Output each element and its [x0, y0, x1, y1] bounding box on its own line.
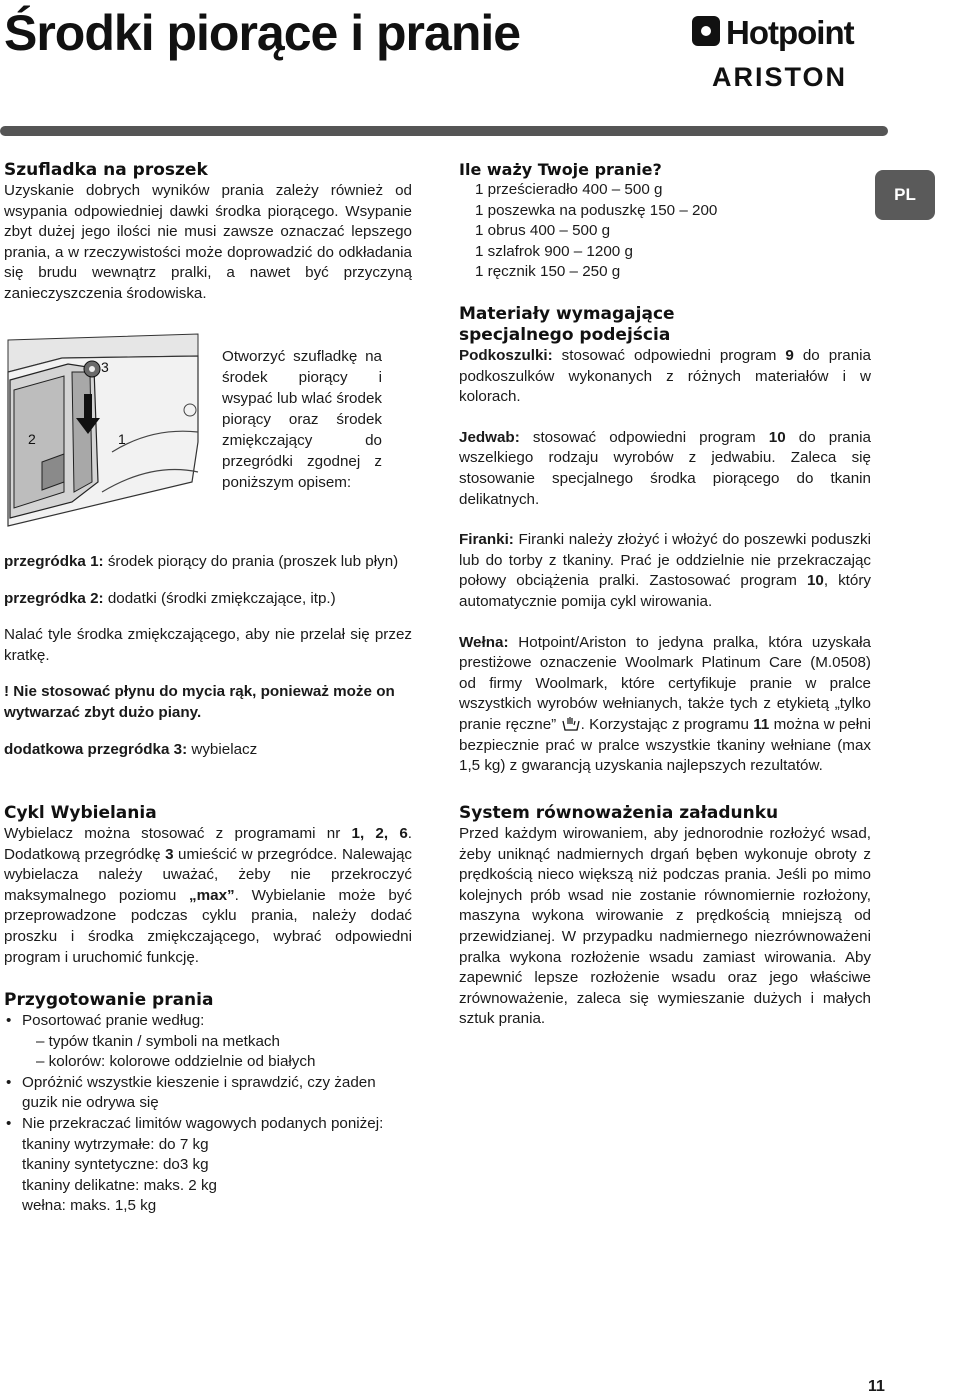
tshirts-label: Podkoszulki: [459, 347, 553, 364]
compartment-3-label: dodatkowa przegródka 3: [4, 740, 188, 758]
compartments-block [4, 552, 412, 760]
wool-text-d: można w pełni bezpiecznie prać w pralce wszystkie tkaniny wełniane (max 1,5 kg) z gwarancją uzyskania najlepszych rezultatów. [459, 715, 871, 775]
limit-2: tkaniny syntetyczne: do3 kg [22, 1156, 209, 1174]
drawer-section [4, 160, 412, 305]
drawer-label-3: 3 [101, 359, 109, 375]
prep-sub-2: – kolorów: kolorowe oddzielnie od białych [36, 1053, 316, 1071]
prep-sub-1: – typów tkanin / symboli na metkach [36, 1032, 280, 1050]
drawer-label-2: 2 [28, 431, 36, 447]
curtains-text-a: Firanki należy złożyć i włożyć do poszewki poduszki lub do torby z tkaniny. Prać je oddzielnie nie przekraczając połowy obciążenia pralki. Zastosować program [459, 531, 871, 590]
logo-line1: Hotpoint [726, 14, 854, 51]
balance-heading: System równoważenia załadunku [459, 803, 779, 823]
weight-heading: Ile waży Twoje pranie? [459, 160, 662, 179]
silk-text-c: do prania wszelkiego rodzaju wyrobów z jedwabiu. Zaleca się stosowanie specjalnego środka piorącego do tkanin delikatnych. [459, 428, 871, 508]
weight-item-2: 1 poszewka na poduszkę 150 – 200 [475, 201, 718, 219]
page-number: 11 [868, 1378, 885, 1395]
bleach-max: „max” [189, 886, 235, 904]
limit-1: tkaniny wytrzymałe: do 7 kg [22, 1135, 209, 1153]
drawer-label-1: 1 [118, 431, 126, 447]
logo-line2: ARISTON [712, 62, 848, 90]
compartment-3 [4, 740, 412, 761]
hotpoint-ariston-logo [690, 10, 890, 90]
compartment-2 [4, 589, 412, 610]
drawer-intro: Uzyskanie dobrych wyników prania zależy również od wsypania odpowiedniej dawki środka piorącego. Wsypanie zbyt dużej jego ilości nie musi zawsze oznaczać lepszego prania, a w rzeczywistości może doprowadzić do odkładania się brudu wewnątrz pralki, a nawet być przyczyną zanieczyszczenia środowiska. [4, 182, 412, 302]
prep-heading: Przygotowanie prania [4, 990, 214, 1010]
compartment-1 [4, 552, 412, 573]
curtains-program: 10 [806, 572, 824, 590]
silk-label: Jedwab: [459, 428, 520, 446]
hand-wash-icon [561, 715, 581, 731]
prep-bullet-3-text: Nie przekraczać limitów wagowych podanych poniżej: [22, 1114, 384, 1132]
bleach-programs: 1, 2, 6 [351, 825, 408, 842]
weight-item-5: 1 ręcznik 150 – 250 g [475, 263, 621, 281]
prep-section [4, 990, 412, 1217]
language-badge: PL [875, 170, 935, 220]
drawer-instruction: Otworzyć szufladkę na środek piorący i wsypać lub wlać środek piorący oraz środek zmiękczający do przegródki zgodnej z poniższym opisem: [222, 348, 382, 491]
limit-4: wełna: maks. 1,5 kg [22, 1197, 157, 1215]
prep-bullet-1-text: Posortować pranie według: [22, 1012, 205, 1029]
special-wool [459, 633, 871, 777]
compartment-3-text: wybielacz [187, 740, 258, 758]
bleach-text-3e: . Wybielanie może być przeprowadzone podczas cyklu prania, należy dodać proszku i środka zmiękczającego, wybrać odpowiedni program i uruchomić funkcję. [4, 886, 412, 966]
compartment-1-text: środek piorący do prania (proszek lub płyn) [103, 553, 399, 570]
hand-soap-warning: ! Nie stosować płynu do mycia rąk, ponieważ może on wytwarzać zbyt dużo piany. [4, 683, 395, 721]
special-tshirts [459, 346, 871, 408]
prep-bullet-2 [4, 1073, 412, 1114]
bleach-text [4, 824, 412, 968]
bleach-section [4, 803, 412, 968]
wool-text-b: . Korzystając z programu [580, 715, 754, 733]
prep-bullet-3 [4, 1114, 412, 1217]
compartment-1-label: przegródka 1: [4, 553, 104, 570]
header-rule [0, 126, 888, 136]
balance-text: Przed każdym wirowaniem, aby jednorodnie rozłożyć wsad, żeby uniknąć nadmiernych drgań bęben wykonuje obroty z prędkością nieco większą niż podczas prania. Jeśli po mimo kolejnych prób wsad nie zostanie równomiernie rozłożony, maszyna wykona wirowanie z prędkością mniejszą od przewidzianej. W przypadku nadmiernego niezrównoważeni pralka wykona rozłożenie wsadu zamiast wirowania. Aby zapewnić lepsze rozłożenie wsadu oraz jego właściwe zrównoważenie, zaleca się wymieszanie dużych i małych sztuk prania. [459, 825, 871, 1028]
wool-text-a: Hotpoint/Ariston to jedyna pralka, która uzyskała prestiżowe oznaczenie Woolmark Platinum Care (M.0508) od firmy Woolmark, które certyfikuje pranie w pralce wszystkich wyrobów wełnianych, także tych z etykietą „tylko pranie ręczne” [459, 633, 871, 733]
special-heading-1: Materiały wymagające [459, 304, 675, 324]
wool-program: 11 [753, 715, 770, 733]
softener-note: Nalać tyle środka zmiękczającego, aby nie przelał się przez kratkę. [4, 626, 412, 664]
special-silk [459, 428, 871, 510]
compartment-2-text: dodatki (środki zmiękczające, itp.) [103, 589, 336, 607]
curtains-label: Firanki: [459, 531, 514, 549]
drawer-heading: Szufladka na proszek [4, 160, 208, 180]
weight-item-3: 1 obrus 400 – 500 g [475, 222, 611, 240]
bleach-text-1e: . [407, 825, 413, 842]
weight-item-4: 1 szlafrok 900 – 1200 g [475, 242, 633, 260]
bleach-heading: Cykl Wybielania [4, 803, 157, 823]
special-section [459, 304, 871, 777]
weight-section [459, 160, 871, 283]
curtains-text-c: , który automatycznie pomija cykl wirowania. [459, 572, 871, 610]
bleach-text-2: Dodatkową przegródkę [4, 845, 166, 863]
drawer-instruction-block [222, 346, 382, 493]
prep-bullet-1 [4, 1011, 412, 1073]
limit-3: tkaniny delikatne: maks. 2 kg [22, 1176, 218, 1194]
tshirts-text-c: do prania podkoszulków wykonanych z różnych materiałów i w kolorach. [459, 347, 871, 406]
compartment-2-label: przegródka 2: [4, 589, 104, 607]
bleach-text-1: Wybielacz można stosować z programami nr [4, 825, 352, 842]
weight-item-1: 1 prześcieradło 400 – 500 g [475, 181, 663, 198]
prep-bullet-2-text: Opróżnić wszystkie kieszenie i sprawdzić, czy żaden guzik nie odrywa się [22, 1073, 376, 1112]
special-curtains [459, 530, 871, 612]
silk-program: 10 [768, 428, 786, 446]
balance-section [459, 803, 871, 1030]
tshirts-program: 9 [785, 347, 794, 364]
bleach-text-2e: umieścić w przegródce. Nalewając wybielacza należy uważać, żeby nie przekroczyć maksymalnego poziomu [4, 845, 413, 904]
detergent-drawer-illustration [2, 332, 202, 528]
wool-label: Wełna: [459, 633, 509, 651]
tshirts-text-a: stosować odpowiedni program [552, 347, 786, 364]
page-title: Środki piorące i pranie [4, 5, 521, 61]
silk-text-a: stosować odpowiedni program [519, 428, 769, 446]
special-heading-2: specjalnego podejścia [459, 325, 671, 345]
bleach-compartment: 3 [165, 845, 174, 863]
